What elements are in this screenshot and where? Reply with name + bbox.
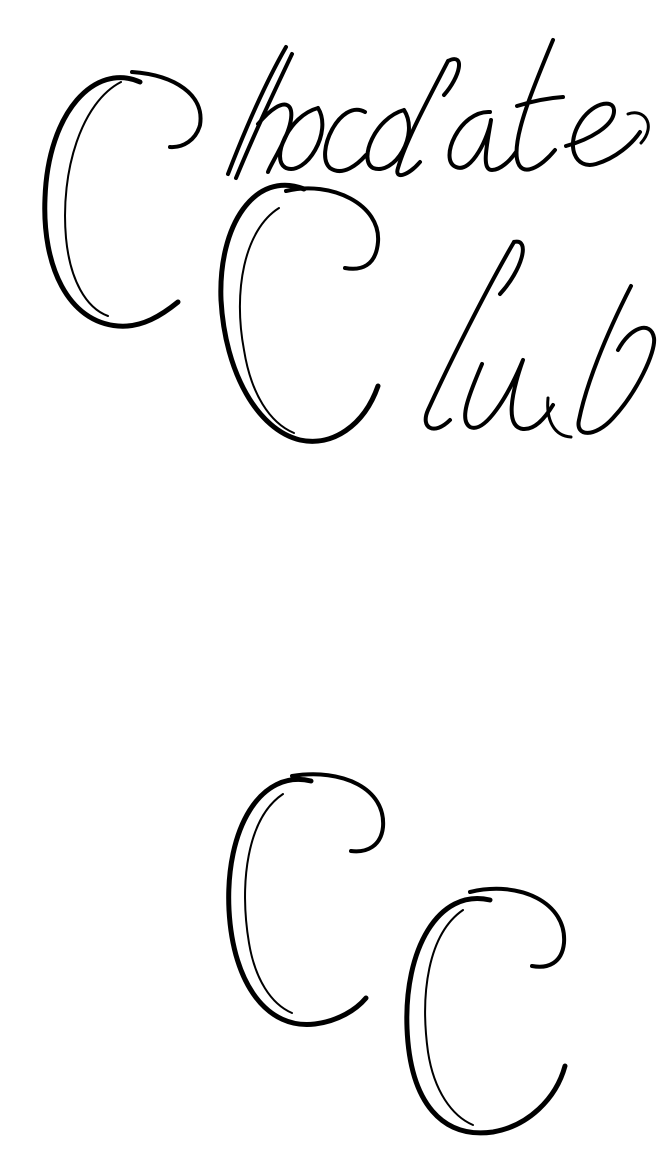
monogram-c-1	[229, 774, 383, 1024]
big-c-shadow-stroke	[132, 72, 201, 147]
letter-b-accent	[548, 398, 571, 437]
monogram-c-2-main-stroke	[407, 899, 565, 1133]
monogram-c-2-inner-hairline	[425, 910, 473, 1125]
letter-u	[465, 360, 553, 429]
wordmark-big-c	[45, 72, 201, 326]
wordmark-club-c	[221, 185, 378, 441]
monogram-c-1-main-stroke	[229, 779, 366, 1024]
big-c-inner-hairline	[65, 82, 121, 316]
club-c-top-curl	[286, 188, 378, 268]
letter-l-club	[426, 242, 523, 429]
letter-e-tail	[628, 113, 648, 143]
chocolate-club-wordmark	[45, 40, 654, 441]
letter-a	[450, 112, 517, 170]
wordmark-lub	[426, 242, 654, 437]
wordmark-hocolate	[228, 40, 648, 178]
cc-monogram	[229, 774, 565, 1133]
letter-o-2	[367, 110, 409, 169]
letter-t	[516, 40, 563, 170]
monogram-c-1-inner-hairline	[245, 794, 292, 1013]
letter-o-1	[280, 108, 322, 169]
monogram-c-1-top-curl	[292, 774, 383, 851]
letter-h	[228, 47, 292, 178]
monogram-c-2	[407, 889, 565, 1133]
letter-b	[578, 286, 654, 433]
club-c-main-stroke	[221, 185, 378, 441]
letter-c	[325, 110, 366, 171]
